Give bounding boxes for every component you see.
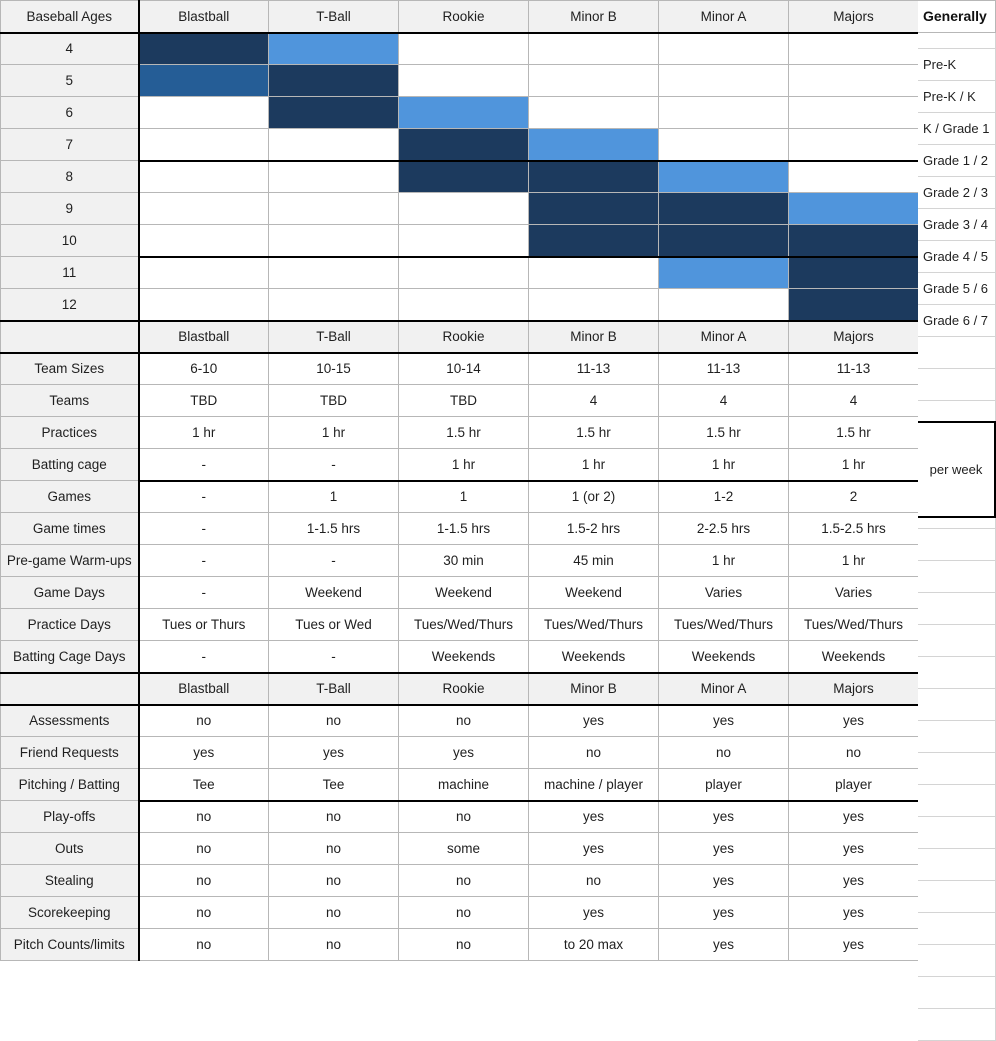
age-cell-5-blastball [139, 65, 269, 97]
subheader-spacer-rules [1, 673, 139, 705]
cell-practices-blastball: 1 hr [139, 417, 269, 449]
age-cell-12-minor-b [529, 289, 659, 321]
age-cell-9-minor-a [659, 193, 789, 225]
header-division-rookie: Rookie [399, 1, 529, 33]
age-cell-4-rookie [399, 33, 529, 65]
age-cell-4-t-ball [269, 33, 399, 65]
cell-games-minor-b: 1 (or 2) [529, 481, 659, 513]
cell-outs-t-ball: no [269, 833, 399, 865]
generally-blank-cell [918, 945, 996, 977]
table-row [1, 577, 919, 609]
cell-pitching-batting-minor-b: machine / player [529, 769, 659, 801]
header-baseball-ages: Baseball Ages [1, 1, 139, 33]
cell-game-days-minor-a: Varies [659, 577, 789, 609]
cell-teams-minor-a: 4 [659, 385, 789, 417]
age-cell-8-t-ball [269, 161, 399, 193]
generally-blank-cell [918, 337, 996, 369]
age-cell-12-rookie [399, 289, 529, 321]
age-cell-10-t-ball [269, 225, 399, 257]
cell-pre-game-warm-ups-minor-a: 1 hr [659, 545, 789, 577]
table-row [1, 833, 919, 865]
cell-pitch-counts-limits-majors: yes [789, 929, 919, 961]
table-row-age-9 [1, 193, 919, 225]
cell-pitch-counts-limits-t-ball: no [269, 929, 399, 961]
age-cell-6-rookie [399, 97, 529, 129]
subheader-spacer-logistics [1, 321, 139, 353]
age-cell-7-t-ball [269, 129, 399, 161]
row-label-batting-cage: Batting cage [1, 449, 139, 481]
subheader-logistics-t-ball: T-Ball [269, 321, 399, 353]
subheader-rules-t-ball: T-Ball [269, 673, 399, 705]
cell-assessments-t-ball: no [269, 705, 399, 737]
age-cell-7-blastball [139, 129, 269, 161]
table-row-header-ages [1, 1, 919, 33]
table-row [1, 929, 919, 961]
cell-assessments-minor-b: yes [529, 705, 659, 737]
header-division-t-ball: T-Ball [269, 1, 399, 33]
cell-pitch-counts-limits-rookie: no [399, 929, 529, 961]
subheader-rules-minor-b: Minor B [529, 673, 659, 705]
age-cell-9-rookie [399, 193, 529, 225]
age-cell-11-minor-b [529, 257, 659, 289]
cell-practices-minor-a: 1.5 hr [659, 417, 789, 449]
age-cell-12-t-ball [269, 289, 399, 321]
cell-teams-minor-b: 4 [529, 385, 659, 417]
table-row-age-4 [1, 33, 919, 65]
generally-blank-cell [918, 817, 996, 849]
cell-play-offs-rookie: no [399, 801, 529, 833]
age-cell-12-majors [789, 289, 919, 321]
cell-friend-requests-majors: no [789, 737, 919, 769]
cell-pre-game-warm-ups-blastball: - [139, 545, 269, 577]
cell-team-sizes-minor-a: 11-13 [659, 353, 789, 385]
cell-play-offs-minor-b: yes [529, 801, 659, 833]
cell-play-offs-blastball: no [139, 801, 269, 833]
cell-scorekeeping-majors: yes [789, 897, 919, 929]
cell-scorekeeping-rookie: no [399, 897, 529, 929]
generally-offset-spacer [918, 33, 996, 49]
age-cell-6-minor-b [529, 97, 659, 129]
cell-team-sizes-blastball: 6-10 [139, 353, 269, 385]
table-row-age-7 [1, 129, 919, 161]
generally-blank-cell [918, 881, 996, 913]
table-row [1, 353, 919, 385]
cell-practices-rookie: 1.5 hr [399, 417, 529, 449]
table-row [1, 897, 919, 929]
cell-batting-cage-days-minor-b: Weekends [529, 641, 659, 673]
cell-batting-cage-days-blastball: - [139, 641, 269, 673]
subheader-logistics-rookie: Rookie [399, 321, 529, 353]
cell-practices-t-ball: 1 hr [269, 417, 399, 449]
age-cell-11-t-ball [269, 257, 399, 289]
table-row [1, 705, 919, 737]
cell-team-sizes-majors: 11-13 [789, 353, 919, 385]
cell-assessments-rookie: no [399, 705, 529, 737]
age-label-4: 4 [1, 33, 139, 65]
generally-blank-cell [918, 369, 996, 401]
cell-batting-cage-days-majors: Weekends [789, 641, 919, 673]
cell-teams-t-ball: TBD [269, 385, 399, 417]
age-label-11: 11 [1, 257, 139, 289]
generally-blank-cell [918, 753, 996, 785]
row-label-pitch-counts-limits: Pitch Counts/limits [1, 929, 139, 961]
age-cell-7-rookie [399, 129, 529, 161]
age-cell-9-majors [789, 193, 919, 225]
age-cell-8-majors [789, 161, 919, 193]
age-cell-8-blastball [139, 161, 269, 193]
table-row [1, 865, 919, 897]
table-row [1, 481, 919, 513]
row-label-assessments: Assessments [1, 705, 139, 737]
header-division-minor-a: Minor A [659, 1, 789, 33]
header-division-blastball: Blastball [139, 1, 269, 33]
row-label-games: Games [1, 481, 139, 513]
generally-cell-age-4: Pre-K [918, 49, 996, 81]
cell-assessments-majors: yes [789, 705, 919, 737]
generally-cell-age-8: Grade 2 / 3 [918, 177, 996, 209]
cell-outs-minor-b: yes [529, 833, 659, 865]
age-cell-9-t-ball [269, 193, 399, 225]
generally-cell-age-12: Grade 6 / 7 [918, 305, 996, 337]
generally-blank-cell [918, 689, 996, 721]
cell-batting-cage-majors: 1 hr [789, 449, 919, 481]
generally-header: Generally [918, 0, 996, 33]
cell-games-majors: 2 [789, 481, 919, 513]
table-body [1, 1, 919, 961]
cell-pre-game-warm-ups-minor-b: 45 min [529, 545, 659, 577]
table-row [1, 385, 919, 417]
cell-practice-days-blastball: Tues or Thurs [139, 609, 269, 641]
age-label-7: 7 [1, 129, 139, 161]
cell-game-days-blastball: - [139, 577, 269, 609]
table-row-age-10 [1, 225, 919, 257]
header-division-majors: Majors [789, 1, 919, 33]
cell-games-minor-a: 1-2 [659, 481, 789, 513]
cell-games-blastball: - [139, 481, 269, 513]
cell-teams-majors: 4 [789, 385, 919, 417]
age-cell-8-minor-a [659, 161, 789, 193]
subheader-logistics-majors: Majors [789, 321, 919, 353]
cell-game-times-blastball: - [139, 513, 269, 545]
row-label-outs: Outs [1, 833, 139, 865]
cell-pitching-batting-t-ball: Tee [269, 769, 399, 801]
row-label-stealing: Stealing [1, 865, 139, 897]
cell-game-times-minor-a: 2-2.5 hrs [659, 513, 789, 545]
row-label-teams: Teams [1, 385, 139, 417]
cell-pitching-batting-minor-a: player [659, 769, 789, 801]
generally-cell-age-10: Grade 4 / 5 [918, 241, 996, 273]
cell-batting-cage-days-rookie: Weekends [399, 641, 529, 673]
cell-batting-cage-days-t-ball: - [269, 641, 399, 673]
subheader-rules-majors: Majors [789, 673, 919, 705]
cell-game-days-t-ball: Weekend [269, 577, 399, 609]
age-label-5: 5 [1, 65, 139, 97]
cell-practice-days-t-ball: Tues or Wed [269, 609, 399, 641]
cell-scorekeeping-minor-b: yes [529, 897, 659, 929]
table-row-age-8 [1, 161, 919, 193]
cell-friend-requests-t-ball: yes [269, 737, 399, 769]
age-cell-6-blastball [139, 97, 269, 129]
cell-batting-cage-minor-b: 1 hr [529, 449, 659, 481]
cell-outs-minor-a: yes [659, 833, 789, 865]
generally-column [918, 0, 996, 1041]
table-row [1, 609, 919, 641]
subheader-logistics-minor-a: Minor A [659, 321, 789, 353]
cell-practices-minor-b: 1.5 hr [529, 417, 659, 449]
header-division-minor-b: Minor B [529, 1, 659, 33]
row-label-practices: Practices [1, 417, 139, 449]
cell-batting-cage-minor-a: 1 hr [659, 449, 789, 481]
cell-pitching-batting-majors: player [789, 769, 919, 801]
row-label-pitching-batting: Pitching / Batting [1, 769, 139, 801]
age-cell-11-majors [789, 257, 919, 289]
age-label-10: 10 [1, 225, 139, 257]
cell-team-sizes-minor-b: 11-13 [529, 353, 659, 385]
cell-pitching-batting-blastball: Tee [139, 769, 269, 801]
cell-stealing-minor-b: no [529, 865, 659, 897]
cell-team-sizes-rookie: 10-14 [399, 353, 529, 385]
cell-batting-cage-rookie: 1 hr [399, 449, 529, 481]
cell-friend-requests-rookie: yes [399, 737, 529, 769]
cell-pre-game-warm-ups-rookie: 30 min [399, 545, 529, 577]
subheader-rules-minor-a: Minor A [659, 673, 789, 705]
age-cell-5-t-ball [269, 65, 399, 97]
cell-batting-cage-t-ball: - [269, 449, 399, 481]
age-cell-6-majors [789, 97, 919, 129]
table-row-age-6 [1, 97, 919, 129]
cell-game-times-t-ball: 1-1.5 hrs [269, 513, 399, 545]
per-week-note [918, 421, 996, 518]
generally-blank-cell [918, 1009, 996, 1041]
cell-game-days-rookie: Weekend [399, 577, 529, 609]
age-cell-7-majors [789, 129, 919, 161]
age-label-9: 9 [1, 193, 139, 225]
table-row-age-12 [1, 289, 919, 321]
generally-blank-cell [918, 913, 996, 945]
generally-blank-cell [918, 529, 996, 561]
age-cell-10-minor-b [529, 225, 659, 257]
table-row-subheader-rules [1, 673, 919, 705]
cell-stealing-blastball: no [139, 865, 269, 897]
cell-outs-blastball: no [139, 833, 269, 865]
table-row-age-5 [1, 65, 919, 97]
cell-friend-requests-blastball: yes [139, 737, 269, 769]
generally-cell-age-11: Grade 5 / 6 [918, 273, 996, 305]
age-cell-12-minor-a [659, 289, 789, 321]
age-label-6: 6 [1, 97, 139, 129]
cell-friend-requests-minor-b: no [529, 737, 659, 769]
cell-play-offs-minor-a: yes [659, 801, 789, 833]
age-cell-4-blastball [139, 33, 269, 65]
cell-pitch-counts-limits-minor-b: to 20 max [529, 929, 659, 961]
row-label-game-days: Game Days [1, 577, 139, 609]
age-cell-10-majors [789, 225, 919, 257]
age-cell-4-minor-b [529, 33, 659, 65]
cell-game-times-minor-b: 1.5-2 hrs [529, 513, 659, 545]
age-cell-11-rookie [399, 257, 529, 289]
age-cell-10-minor-a [659, 225, 789, 257]
cell-practice-days-rookie: Tues/Wed/Thurs [399, 609, 529, 641]
cell-play-offs-t-ball: no [269, 801, 399, 833]
row-label-batting-cage-days: Batting Cage Days [1, 641, 139, 673]
age-cell-11-blastball [139, 257, 269, 289]
cell-assessments-blastball: no [139, 705, 269, 737]
subheader-logistics-blastball: Blastball [139, 321, 269, 353]
cell-pre-game-warm-ups-majors: 1 hr [789, 545, 919, 577]
table-row [1, 449, 919, 481]
age-cell-6-minor-a [659, 97, 789, 129]
cell-stealing-rookie: no [399, 865, 529, 897]
generally-blank-cell [918, 561, 996, 593]
table-row [1, 801, 919, 833]
table-row [1, 769, 919, 801]
cell-play-offs-majors: yes [789, 801, 919, 833]
cell-pitch-counts-limits-minor-a: yes [659, 929, 789, 961]
cell-assessments-minor-a: yes [659, 705, 789, 737]
subheader-rules-rookie: Rookie [399, 673, 529, 705]
table-row [1, 737, 919, 769]
cell-games-rookie: 1 [399, 481, 529, 513]
cell-practice-days-minor-b: Tues/Wed/Thurs [529, 609, 659, 641]
generally-blank-cell [918, 593, 996, 625]
cell-practice-days-majors: Tues/Wed/Thurs [789, 609, 919, 641]
cell-scorekeeping-blastball: no [139, 897, 269, 929]
cell-scorekeeping-minor-a: yes [659, 897, 789, 929]
age-cell-8-rookie [399, 161, 529, 193]
subheader-logistics-minor-b: Minor B [529, 321, 659, 353]
cell-pre-game-warm-ups-t-ball: - [269, 545, 399, 577]
cell-stealing-minor-a: yes [659, 865, 789, 897]
row-label-game-times: Game times [1, 513, 139, 545]
age-cell-9-blastball [139, 193, 269, 225]
generally-cell-age-9: Grade 3 / 4 [918, 209, 996, 241]
age-cell-9-minor-b [529, 193, 659, 225]
subheader-rules-blastball: Blastball [139, 673, 269, 705]
generally-blank-cell [918, 657, 996, 689]
age-cell-10-blastball [139, 225, 269, 257]
cell-scorekeeping-t-ball: no [269, 897, 399, 929]
generally-blank-cell [918, 977, 996, 1009]
cell-games-t-ball: 1 [269, 481, 399, 513]
row-label-friend-requests: Friend Requests [1, 737, 139, 769]
cell-game-times-rookie: 1-1.5 hrs [399, 513, 529, 545]
age-label-8: 8 [1, 161, 139, 193]
age-cell-5-minor-a [659, 65, 789, 97]
generally-blank-cell [918, 849, 996, 881]
age-cell-6-t-ball [269, 97, 399, 129]
age-cell-8-minor-b [529, 161, 659, 193]
age-cell-7-minor-b [529, 129, 659, 161]
table-row [1, 641, 919, 673]
generally-cell-age-5: Pre-K / K [918, 81, 996, 113]
generally-blank-cell [918, 785, 996, 817]
cell-outs-majors: yes [789, 833, 919, 865]
cell-stealing-majors: yes [789, 865, 919, 897]
age-cell-7-minor-a [659, 129, 789, 161]
age-cell-5-minor-b [529, 65, 659, 97]
table-row-subheader-logistics [1, 321, 919, 353]
cell-practices-majors: 1.5 hr [789, 417, 919, 449]
per-week-label: per week [929, 462, 983, 477]
table-row-age-11 [1, 257, 919, 289]
age-cell-12-blastball [139, 289, 269, 321]
cell-stealing-t-ball: no [269, 865, 399, 897]
row-label-play-offs: Play-offs [1, 801, 139, 833]
cell-game-times-majors: 1.5-2.5 hrs [789, 513, 919, 545]
age-cell-4-minor-a [659, 33, 789, 65]
cell-practice-days-minor-a: Tues/Wed/Thurs [659, 609, 789, 641]
generally-cell-age-6: K / Grade 1 [918, 113, 996, 145]
cell-pitching-batting-rookie: machine [399, 769, 529, 801]
table-row [1, 513, 919, 545]
cell-game-days-majors: Varies [789, 577, 919, 609]
generally-blank-cell [918, 721, 996, 753]
age-cell-10-rookie [399, 225, 529, 257]
cell-game-days-minor-b: Weekend [529, 577, 659, 609]
age-cell-5-rookie [399, 65, 529, 97]
row-label-pre-game-warm-ups: Pre-game Warm-ups [1, 545, 139, 577]
age-cell-5-majors [789, 65, 919, 97]
age-cell-11-minor-a [659, 257, 789, 289]
cell-teams-rookie: TBD [399, 385, 529, 417]
age-label-12: 12 [1, 289, 139, 321]
row-label-scorekeeping: Scorekeeping [1, 897, 139, 929]
cell-batting-cage-blastball: - [139, 449, 269, 481]
cell-outs-rookie: some [399, 833, 529, 865]
cell-teams-blastball: TBD [139, 385, 269, 417]
age-cell-4-majors [789, 33, 919, 65]
table-row [1, 417, 919, 449]
cell-team-sizes-t-ball: 10-15 [269, 353, 399, 385]
row-label-team-sizes: Team Sizes [1, 353, 139, 385]
generally-cell-age-7: Grade 1 / 2 [918, 145, 996, 177]
row-label-practice-days: Practice Days [1, 609, 139, 641]
table-row [1, 545, 919, 577]
cell-batting-cage-days-minor-a: Weekends [659, 641, 789, 673]
cell-friend-requests-minor-a: no [659, 737, 789, 769]
generally-blank-cell [918, 625, 996, 657]
cell-pitch-counts-limits-blastball: no [139, 929, 269, 961]
